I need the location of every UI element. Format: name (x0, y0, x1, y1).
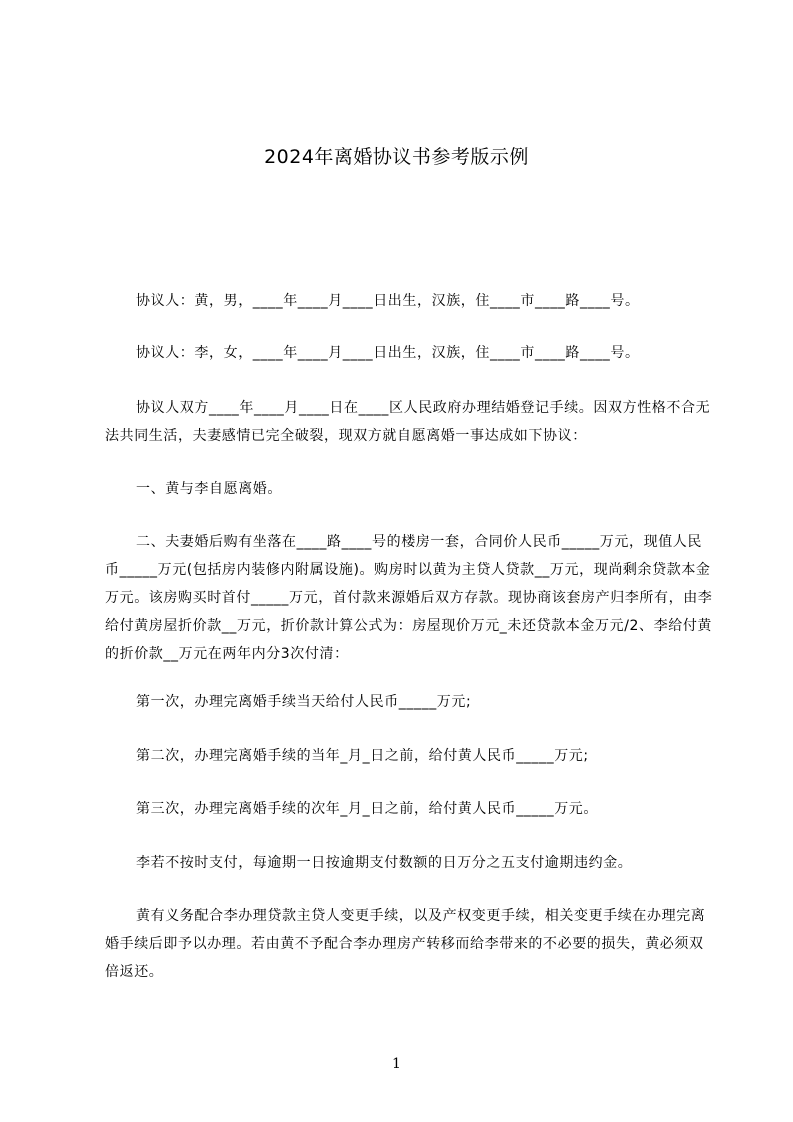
document-title: 2024年离婚协议书参考版示例 (264, 146, 529, 168)
paragraph-payment-2: 第二次，办理完离婚手续的当年_月_日之前，给付黄人民币_____万元; (136, 748, 589, 764)
paragraph-clause-1: 一、黄与李自愿离婚。 (136, 481, 282, 497)
page-number: 1 (392, 1056, 401, 1072)
paragraph-marriage-registration: 协议人双方____年____月____日在____区人民政府办理结婚登记手续。因双方性格不合无法共同生活，夫妻感情已完全破裂，现双方就自愿离婚一事达成如下协议： (105, 400, 711, 444)
paragraph-late-penalty: 李若不按时支付，每逾期一日按逾期支付数额的日万分之五支付逾期违约金。 (136, 855, 633, 871)
paragraph-party-li: 协议人：李，女，____年____月____日出生，汉族，住____市____路____号。 (136, 345, 640, 361)
paragraph-clause-2: 二、夫妻婚后购有坐落在____路____号的楼房一套，合同价人民币_____万元，现值人民币_____万元(包括房内装修内附属设施)。购房时以黄为主贷人贷款__万元，现尚剩余贷款本金万元。该房购买时首付_____万元，首付款来源婚后双方存款。现协商该套房产归李所有，由李给付黄房屋折价款__万元，折价款计算公式为：房屋现价万元_未还贷款本金万元/2、李给付黄的折价款__万元在两年内分3次付清： (105, 534, 713, 662)
paragraph-payment-3: 第三次，办理完离婚手续的次年_月_日之前，给付黄人民币_____万元。 (136, 801, 598, 817)
paragraph-cooperation: 黄有义务配合李办理贷款主贷人变更手续，以及产权变更手续，相关变更手续在办理完离婚手续后即予以办理。若由黄不予配合李办理房产转移而给李带来的不必要的损失，黄必须双倍返还。 (105, 908, 706, 980)
paragraph-payment-1: 第一次，办理完离婚手续当天给付人民币_____万元; (136, 694, 472, 710)
paragraph-party-huang: 协议人：黄，男，____年____月____日出生，汉族，住____市____路____号。 (136, 293, 640, 309)
